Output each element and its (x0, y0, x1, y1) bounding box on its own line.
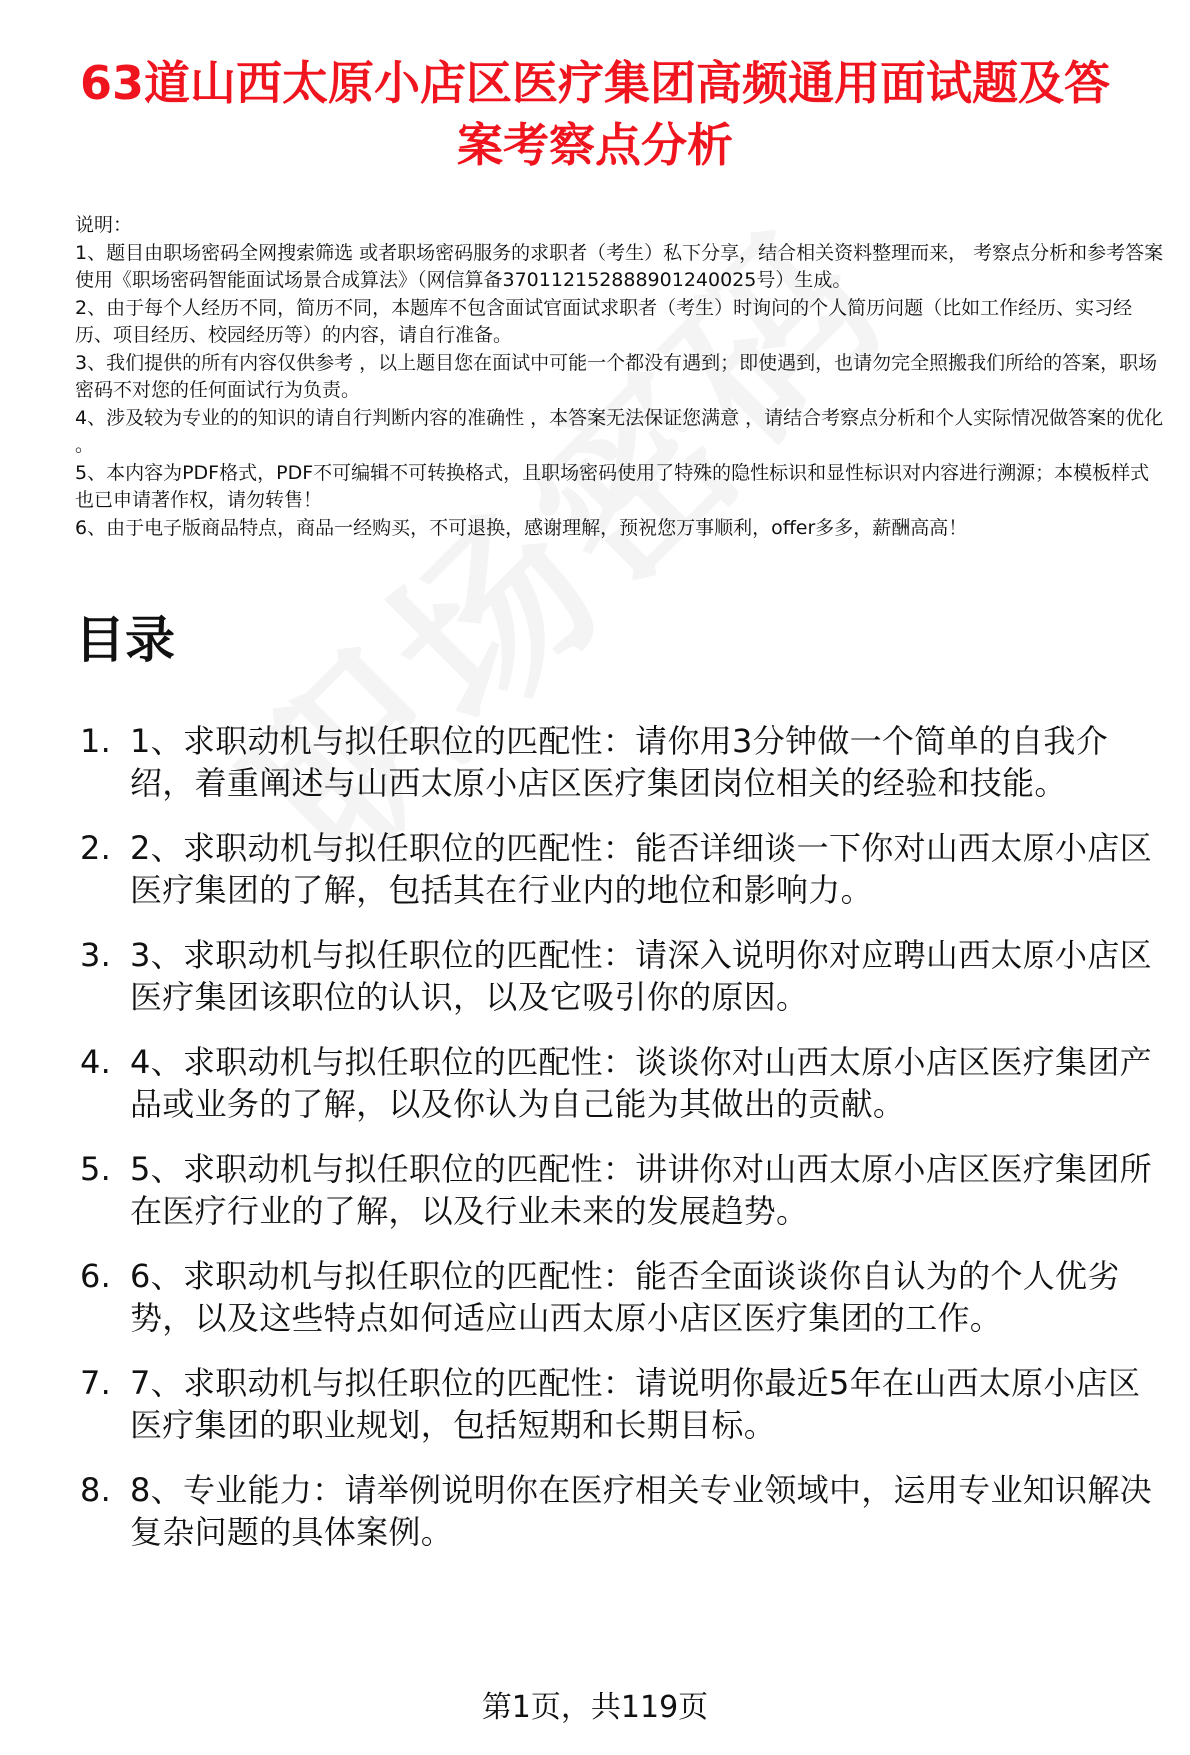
toc-item-number: 6. (80, 1257, 112, 1295)
toc-item-text: 1、求职动机与拟任职位的匹配性：请你用3分钟做一个简单的自我介绍，着重阐述与山西太原小店区医疗集团岗位相关的经验和技能。 (130, 722, 1109, 802)
toc-item-text: 5、求职动机与拟任职位的匹配性：讲讲你对山西太原小店区医疗集团所在医疗行业的了解，以及行业未来的发展趋势。 (130, 1150, 1152, 1230)
toc-item[interactable] (75, 1362, 1170, 1446)
toc-item[interactable] (75, 827, 1170, 911)
toc-item-text: 4、求职动机与拟任职位的匹配性：谈谈你对山西太原小店区医疗集团产品或业务的了解，以及你认为自己能为其做出的贡献。 (130, 1043, 1152, 1123)
toc-item-text: 2、求职动机与拟任职位的匹配性：能否详细谈一下你对山西太原小店区医疗集团的了解，包括其在行业内的地位和影响力。 (130, 829, 1152, 909)
toc-item-text: 6、求职动机与拟任职位的匹配性：能否全面谈谈你自认为的个人优劣势，以及这些特点如何适应山西太原小店区医疗集团的工作。 (130, 1257, 1120, 1337)
toc-item[interactable] (75, 1148, 1170, 1232)
toc-item-number: 8. (80, 1471, 112, 1509)
toc-item[interactable] (75, 1469, 1170, 1553)
note-item-3: 3、我们提供的所有内容仅供参考 ，以上题目您在面试中可能一个都没有遇到；即使遇到，也请勿完全照搬我们所给的答案，职场密码不对您的任何面试行为负责。 (75, 351, 1158, 401)
toc-item[interactable] (75, 720, 1170, 804)
toc-item[interactable] (75, 934, 1170, 1018)
toc-item-text: 3、求职动机与拟任职位的匹配性：请深入说明你对应聘山西太原小店区医疗集团该职位的认识，以及它吸引你的原因。 (130, 936, 1152, 1016)
toc-item-number: 1. (80, 722, 112, 760)
page-footer: 第1页，共119页 (481, 1690, 709, 1725)
toc-heading: 目录 (75, 611, 175, 669)
toc-item-text: 8、专业能力：请举例说明你在医疗相关专业领域中，运用专业知识解决复杂问题的具体案例。 (130, 1471, 1152, 1551)
toc-item-number: 4. (80, 1043, 112, 1081)
toc-item-number: 5. (80, 1150, 112, 1188)
toc-item-number: 7. (80, 1364, 112, 1402)
notes-section (75, 212, 1165, 542)
notes-heading: 说明： (75, 214, 133, 236)
note-item-5: 5、本内容为PDF格式，PDF不可编辑不可转换格式，且职场密码使用了特殊的隐性标识和显性标识对内容进行溯源；本模板样式也已申请著作权，请勿转售！ (75, 461, 1150, 511)
toc-item-number: 2. (80, 829, 112, 867)
note-item-6: 6、由于电子版商品特点，商品一经购买，不可退换，感谢理解，预祝您万事顺利，offer多多，薪酬高高！ (75, 516, 968, 539)
toc-item-text: 7、求职动机与拟任职位的匹配性：请说明你最近5年在山西太原小店区医疗集团的职业规划，包括短期和长期目标。 (130, 1364, 1141, 1444)
note-item-2: 2、由于每个人经历不同，简历不同，本题库不包含面试官面试求职者（考生）时询问的个人简历问题（比如工作经历、实习经历、项目经历、校园经历等）的内容，请自行准备。 (75, 296, 1133, 346)
document-title: 63道山西太原小店区医疗集团高频通用面试题及答案考察点分析 (79, 56, 1110, 172)
toc-list (75, 720, 1170, 1576)
toc-item[interactable] (75, 1255, 1170, 1339)
note-item-1: 1、题目由职场密码全网搜索筛选 或者职场密码服务的求职者（考生）私下分享，结合相关资料整理而来， 考察点分析和参考答案使用《职场密码智能面试场景合成算法》（网信算备370112152888901240025号）生成。 (75, 241, 1164, 291)
toc-item-number: 3. (80, 936, 112, 974)
toc-item[interactable] (75, 1041, 1170, 1125)
note-item-4: 4、涉及较为专业的的知识的请自行判断内容的准确性 ，本答案无法保证您满意 ，请结合考察点分析和个人实际情况做答案的优化 。 (75, 406, 1164, 456)
